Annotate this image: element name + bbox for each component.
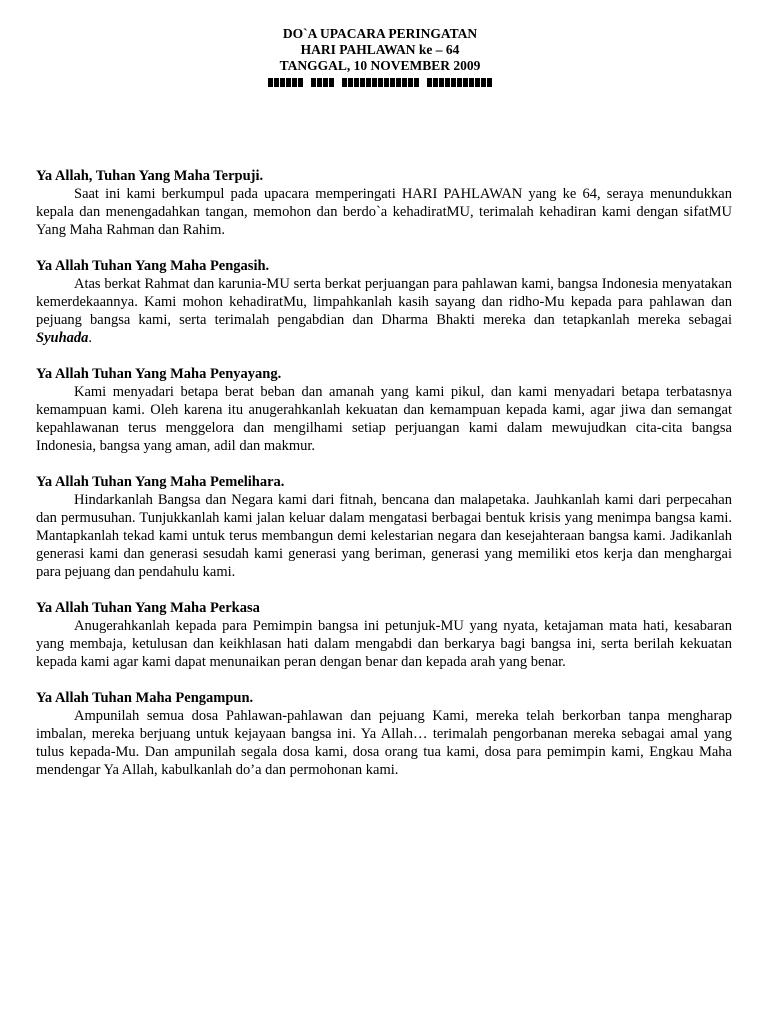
missing-glyph-box: [372, 78, 377, 87]
glyph-word: [342, 75, 419, 89]
glyph-word: [311, 75, 334, 89]
missing-glyph-box: [354, 78, 359, 87]
section-pemelihara: [36, 473, 732, 581]
missing-glyph-box: [329, 78, 334, 87]
header-subtitle: HARI PAHLAWAN ke – 64: [300, 42, 460, 57]
missing-glyph-box: [342, 78, 347, 87]
section-terpuji: [36, 167, 732, 239]
section-body-text: Atas berkat Rahmat dan karunia-MU serta berkat perjuangan para pahlawan kami, bangsa Indonesia menyatakan kemerdekaannya. Kami mohon kehadiratMu, limpahkanlah kasih sayang dan ridho-Mu kepada para pahlawan dan pejuang bangsa kami, serta terimalah pengabdian dan Dharma Bhakti mereka dan tetapkanlah mereka sebagai: [36, 276, 732, 328]
missing-glyph-box: [439, 78, 444, 87]
missing-glyph-box: [408, 78, 413, 87]
section-pengampun: [36, 689, 732, 779]
missing-glyph-box: [292, 78, 297, 87]
section-body: Hindarkanlah Bangsa dan Negara kami dari fitnah, bencana dan malapetaka. Jauhkanlah kami dari perpecahan dan permusuhan. Tunjukkanlah kami jalan keluar dalam mengatasi berbagai bentuk krisis yang menimpa bangsa kami. Mantapkanlah tekad kami untuk terus membangun demi kelestarian negara dan kesejahteraan bangsa kami. Jadikanlah generasi kami dan generasi sesudah kami generasi yang beriman, generasi yang memiliki etos kerja dan menghargai para pejuang dan pendahulu kami.: [36, 492, 732, 580]
missing-glyph-box: [469, 78, 474, 87]
missing-glyph-box: [360, 78, 365, 87]
missing-glyph-box: [298, 78, 303, 87]
missing-glyph-box: [311, 78, 316, 87]
missing-glyph-box: [433, 78, 438, 87]
section-body: Anugerahkanlah kepada para Pemimpin bangsa ini petunjuk-MU yang nyata, ketajaman mata hati, kesabaran yang membaja, ketulusan dan keikhlasan hati dalam mengabdi dan berkarya bagi bangsa ini, serta berilah kekuatan kepada kami agar kami dapat menunaikan peran dengan benar dan kepada arah yang benar.: [36, 618, 732, 670]
section-heading: Ya Allah Tuhan Yang Maha Pemelihara.: [36, 474, 285, 490]
missing-glyph-box: [280, 78, 285, 87]
document-page: [36, 26, 732, 797]
missing-glyph-box: [481, 78, 486, 87]
emphasized-word: Syuhada: [36, 330, 89, 346]
missing-glyph-box: [366, 78, 371, 87]
header-unrendered-glyphs: [28, 75, 732, 89]
section-body: Kami menyadari betapa berat beban dan amanah yang kami pikul, dan kami menyadari betapa terbatasnya kemampuan kami. Oleh karena itu anugerahkanlah kekuatan dan kemampuan kepada kami, agar jiwa dan semangat kepahlawanan terus menggelora dan mengilhami setiap perjuangan kami dalam mewujudkan cita-cita bangsa Indonesia, bangsa yang aman, adil dan makmur.: [36, 384, 732, 454]
missing-glyph-box: [286, 78, 291, 87]
missing-glyph-box: [317, 78, 322, 87]
section-heading: Ya Allah Tuhan Yang Maha Perkasa: [36, 600, 260, 616]
missing-glyph-box: [384, 78, 389, 87]
missing-glyph-box: [457, 78, 462, 87]
missing-glyph-box: [487, 78, 492, 87]
section-heading: Ya Allah Tuhan Maha Pengampun.: [36, 690, 254, 706]
prayer-content: [36, 167, 732, 779]
section-perkasa: [36, 599, 732, 671]
missing-glyph-box: [390, 78, 395, 87]
section-heading: Ya Allah, Tuhan Yang Maha Terpuji.: [36, 168, 264, 184]
missing-glyph-box: [475, 78, 480, 87]
missing-glyph-box: [445, 78, 450, 87]
missing-glyph-box: [348, 78, 353, 87]
missing-glyph-box: [268, 78, 273, 87]
section-penyayang: [36, 365, 732, 455]
section-heading: Ya Allah Tuhan Yang Maha Pengasih.: [36, 258, 270, 274]
section-heading: Ya Allah Tuhan Yang Maha Penyayang.: [36, 366, 282, 382]
missing-glyph-box: [414, 78, 419, 87]
missing-glyph-box: [451, 78, 456, 87]
section-body-end: .: [88, 330, 93, 346]
section-body: Saat ini kami berkumpul pada upacara memperingati HARI PAHLAWAN yang ke 64, seraya menundukkan kepala dan menengadahkan tangan, memohon dan berdo`a kehadiratMU, terimalah kehadiran kami dengan sifatMU Yang Maha Rahman dan Rahim.: [36, 186, 732, 238]
header-title: DO`A UPACARA PERINGATAN: [282, 26, 478, 41]
missing-glyph-box: [402, 78, 407, 87]
section-body: Ampunilah semua dosa Pahlawan-pahlawan dan pejuang Kami, mereka telah berkorban tanpa mengharap imbalan, mereka berjuang untuk kejayaan bangsa ini. Ya Allah… terimalah pengorbanan mereka sebagai amal yang tulus kepada-Mu. Dan ampunilah segala dosa kami, dosa orang tua kami, dosa para pemimpin kami, Engkau Maha mendengar Ya Allah, kabulkanlah do’a dan permohonan kami.: [36, 708, 732, 778]
header-date: TANGGAL, 10 NOVEMBER 2009: [279, 58, 481, 73]
glyph-word: [427, 75, 492, 89]
missing-glyph-box: [463, 78, 468, 87]
missing-glyph-box: [274, 78, 279, 87]
missing-glyph-box: [396, 78, 401, 87]
missing-glyph-box: [378, 78, 383, 87]
document-header: [28, 26, 732, 89]
glyph-word: [268, 75, 303, 89]
section-body: [36, 275, 732, 347]
missing-glyph-box: [323, 78, 328, 87]
missing-glyph-box: [427, 78, 432, 87]
section-pengasih: [36, 257, 732, 347]
